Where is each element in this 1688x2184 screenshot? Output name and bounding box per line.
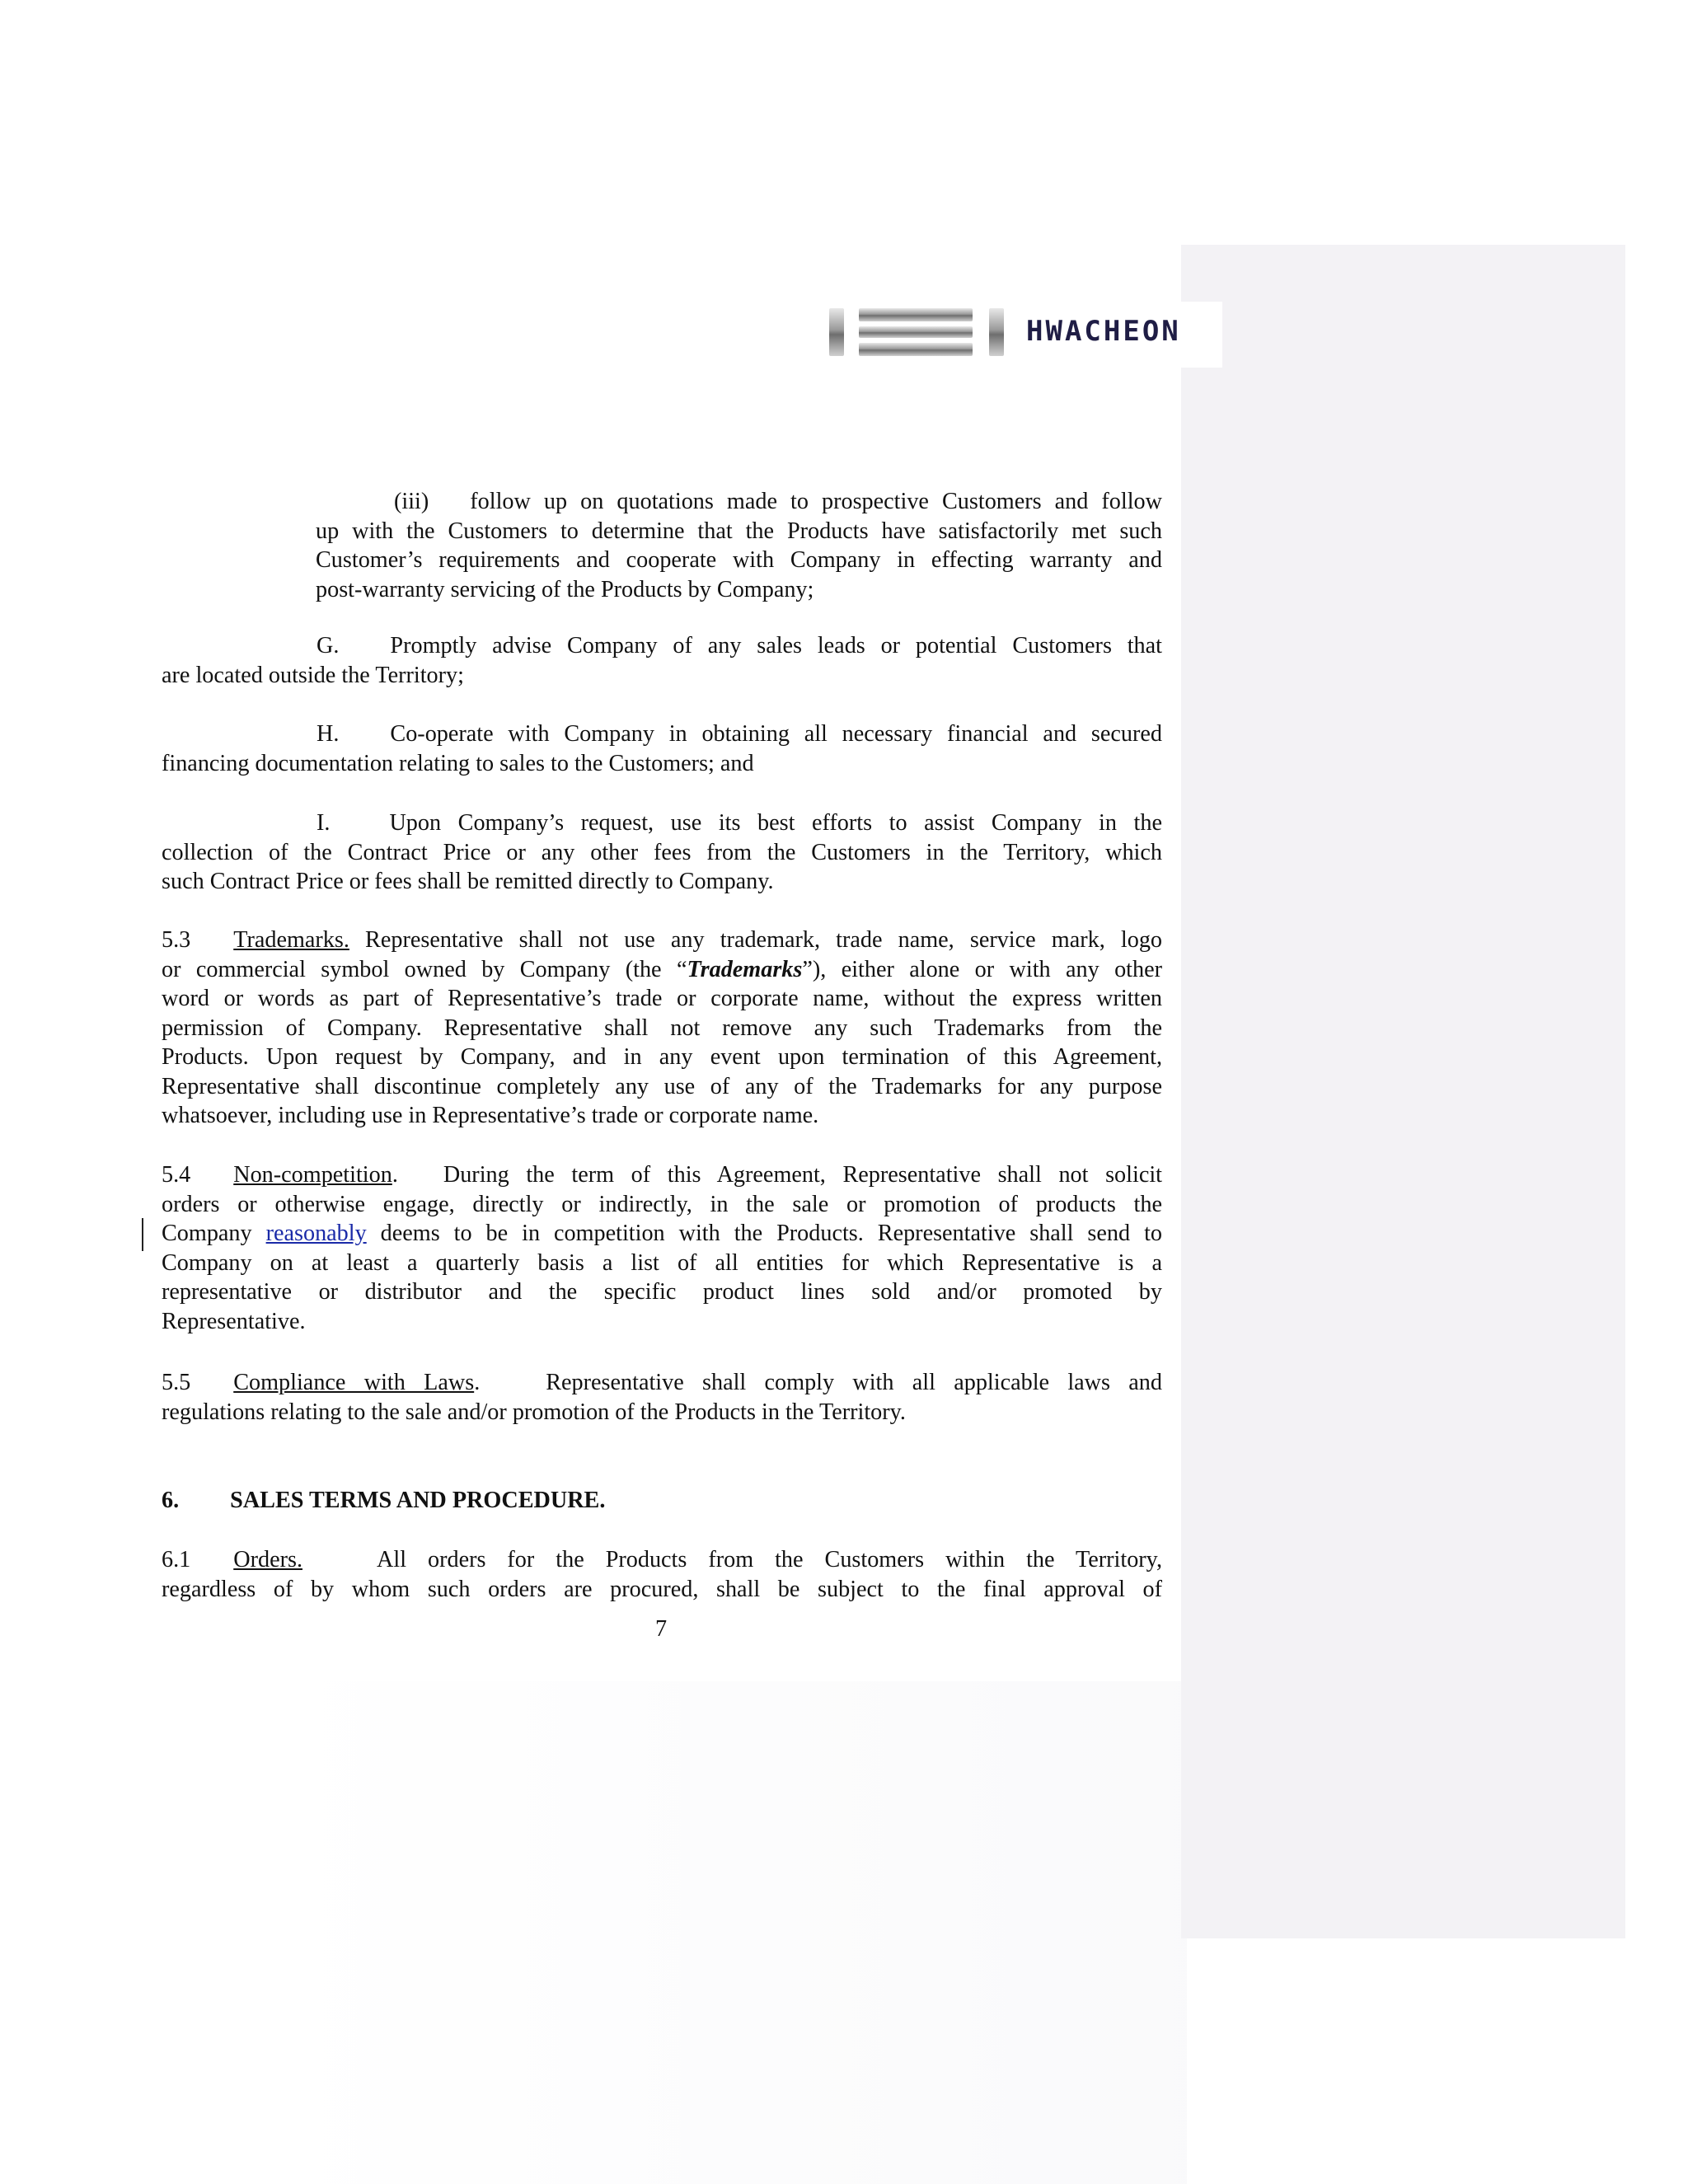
section-5-4-line3-b: deems to be in competition with the Products. Representative shall send to (380, 1221, 1162, 1246)
clause-iii-line1: follow up on quotations made to prospective Customers and follow (470, 489, 1162, 514)
clause-g-label: G. (316, 633, 340, 658)
section-5-5-heading: Compliance with Laws (233, 1370, 475, 1395)
section-5-5-number: 5.5 (162, 1370, 191, 1395)
clause-iii (316, 487, 1162, 604)
clause-i-line3: such Contract Price or fees shall be remitted directly to Company. (162, 869, 774, 894)
clause-iii-line4: post-warranty servicing of the Products by Company; (316, 576, 814, 602)
section-5-5-line1: Representative shall comply with all applicable laws and (546, 1370, 1162, 1395)
section-5-4 (162, 1160, 1162, 1336)
section-6-1-line2: regardless of by whom such orders are procured, shall be subject to the final approval of (162, 1576, 1162, 1602)
section-5-5-line2: regulations relating to the sale and/or promotion of the Products in the Territory. (162, 1399, 906, 1425)
clause-h-label: H. (316, 721, 340, 747)
clause-g-line2: are located outside the Territory; (162, 662, 464, 688)
clause-h (162, 719, 1162, 778)
section-5-3-line2-b: ”), either alone or with any other (802, 956, 1163, 982)
clause-i-label: I. (316, 810, 331, 836)
section-5-3-line6: Representative shall discontinue completely any use of any of the Trademarks for any purpose (162, 1073, 1162, 1099)
clause-g (162, 631, 1162, 690)
clause-g-line1: Promptly advise Company of any sales leads or potential Customers that (390, 633, 1162, 658)
section-6-heading: SALES TERMS AND PROCEDURE. (230, 1488, 606, 1513)
section-5-4-number: 5.4 (162, 1162, 191, 1188)
section-5-3-line5: Products. Upon request by Company, and in any event upon termination of this Agreement, (162, 1044, 1162, 1070)
section-5-3-heading: Trademarks. (233, 927, 349, 953)
logo-wordmark: HWACHEON (1026, 315, 1181, 348)
section-5-4-line4: Company on at least a quarterly basis a list of all entities for which Representative is a (162, 1249, 1162, 1276)
clause-i-line2: collection of the Contract Price or any other fees from the Customers in the Territory, which (162, 839, 1162, 865)
section-5-4-line2: orders or otherwise engage, directly or indirectly, in the sale or promotion of products the (162, 1191, 1162, 1217)
section-6 (162, 1486, 1162, 1516)
page-shadow (280, 1681, 1187, 2184)
section-5-3-line4: permission of Company. Representative shall not remove any such Trademarks from the (162, 1015, 1162, 1041)
section-5-3-number: 5.3 (162, 927, 191, 953)
section-5-4-heading-dot: . (392, 1162, 398, 1188)
section-6-1-heading: Orders. (233, 1547, 302, 1572)
section-5-3-line7: whatsoever, including use in Representative’s trade or corporate name. (162, 1103, 819, 1128)
section-6-number: 6. (162, 1488, 180, 1513)
comment-pane (1181, 245, 1625, 1938)
clause-h-line2: financing documentation relating to sales to the Customers; and (162, 750, 754, 776)
tracked-change-link[interactable]: reasonably (265, 1221, 367, 1246)
section-5-3 (162, 926, 1162, 1131)
section-5-4-heading: Non-competition (233, 1162, 392, 1188)
clause-iii-label: (iii) (394, 489, 429, 514)
clause-i-line1: Upon Company’s request, use its best efforts to assist Company in the (389, 810, 1162, 836)
section-5-4-line6: Representative. (162, 1308, 306, 1334)
section-6-1-line1: All orders for the Products from the Customers within the Territory, (377, 1547, 1162, 1572)
defined-term-trademarks: Trademarks (687, 956, 803, 982)
section-5-3-line1: Representative shall not use any trademark, trade name, service mark, logo (365, 927, 1163, 953)
section-5-5 (162, 1368, 1162, 1427)
revision-change-bar (142, 1218, 143, 1251)
section-5-4-line1: During the term of this Agreement, Representative shall not solicit (443, 1162, 1162, 1188)
section-5-4-line5: representative or distributor and the specific product lines sold and/or promoted by (162, 1279, 1162, 1305)
page-number: 7 (655, 1616, 668, 1642)
clause-iii-line3: Customer’s requirements and cooperate with Company in effecting warranty and (316, 547, 1162, 573)
section-5-4-line3-a: Company (162, 1221, 252, 1246)
clause-h-line1: Co-operate with Company in obtaining all necessary financial and secured (390, 721, 1162, 747)
company-logo (824, 302, 1222, 368)
section-5-3-line3: word or words as part of Representative’s trade or corporate name, without the express written (162, 986, 1162, 1011)
clause-i (162, 808, 1162, 897)
section-5-3-line2-a: or commercial symbol owned by Company (the “ (162, 956, 687, 982)
logo-mark-icon (824, 302, 1026, 368)
clause-iii-line2: up with the Customers to determine that the Products have satisfactorily met such (316, 518, 1162, 544)
section-6-1-number: 6.1 (162, 1547, 191, 1572)
section-5-5-heading-dot: . (474, 1370, 481, 1395)
section-6-1 (162, 1545, 1162, 1604)
